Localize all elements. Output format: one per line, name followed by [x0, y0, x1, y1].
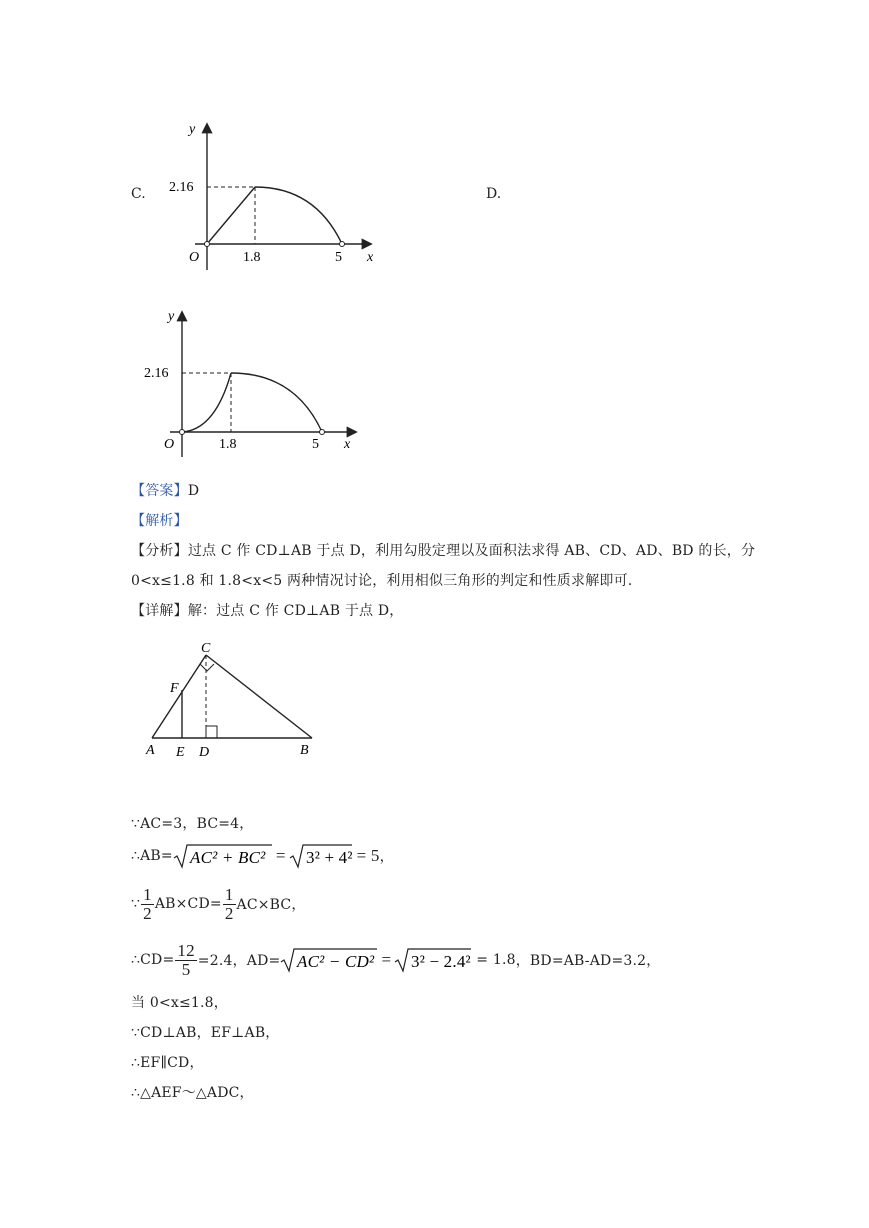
fenxi-tag: 【分析】	[131, 543, 188, 559]
step-3-prefix: ∵	[131, 896, 141, 912]
x-tick-2-label: 5	[312, 437, 319, 452]
answer-tag: 【答案】	[131, 483, 188, 499]
step-3-end: AC×BC，	[236, 897, 306, 913]
fraction-half-1	[141, 886, 154, 923]
xiangjie-line	[131, 600, 404, 620]
x-tick-2-label: 5	[335, 250, 342, 265]
fraction-den: 2	[224, 903, 234, 923]
side-ac	[152, 655, 206, 738]
origin-label: O	[189, 250, 200, 265]
origin-point	[180, 430, 185, 435]
right-angle-c	[200, 664, 214, 671]
step-2	[131, 840, 394, 872]
origin-point	[205, 242, 210, 247]
radical-1-content: AC² + BC²	[189, 848, 266, 867]
result-1-8: = 1.8	[476, 952, 516, 968]
fenxi-text-2: 0<x≤1.8 和 1.8<x<5 两种情况讨论，利用相似三角形的判定和性质求解即可.	[131, 573, 633, 589]
radical-1	[173, 842, 273, 870]
xiangjie-text: 解：过点 C 作 CD⊥AB 于点 D，	[187, 603, 404, 619]
fraction-half-2	[223, 886, 236, 923]
step-4-mid: =2.4，AD=	[197, 953, 281, 969]
option-d-label: D.	[486, 186, 502, 202]
origin-label: O	[164, 437, 175, 452]
option-c-graph	[165, 115, 385, 275]
x-axis-label: x	[367, 250, 374, 265]
y-tick-label: 2.16	[144, 366, 169, 381]
option-d-graph	[140, 305, 365, 460]
analysis-tag: 【解析】	[131, 513, 188, 529]
step-2-end: ，	[379, 849, 394, 865]
fraction-den: 5	[181, 959, 191, 979]
equals-1: =	[275, 846, 286, 865]
radical-3	[280, 946, 378, 974]
answer-line	[131, 480, 199, 500]
step-1: ∵AC=3，BC=4，	[131, 816, 254, 832]
point-e: E	[176, 745, 185, 760]
fraction-den: 2	[143, 903, 152, 923]
x-tick-1-label: 1.8	[243, 250, 261, 265]
triangle-figure	[140, 638, 325, 763]
radical-2	[289, 842, 353, 870]
linear-segment	[207, 187, 255, 244]
vertex-b: B	[300, 743, 309, 758]
y-axis-label: y	[168, 309, 175, 324]
radical-3-content: AC² − CD²	[297, 952, 375, 971]
radical-4-content: 3² − 2.4²	[411, 952, 472, 971]
x-tick-1-label: 1.8	[219, 437, 237, 452]
fraction-num: 12	[177, 940, 195, 960]
radical-4	[394, 946, 472, 974]
y-axis-label: y	[189, 122, 196, 137]
step-7: ∴EF∥CD，	[131, 1055, 204, 1071]
end-point	[320, 430, 325, 435]
side-bc	[206, 655, 312, 738]
radical-2-content: 3² + 4²	[305, 848, 353, 867]
parabolic-segment	[255, 187, 342, 244]
step-5: 当 0<x≤1.8，	[131, 995, 228, 1011]
result-5: = 5	[356, 846, 380, 865]
step-4-prefix: ∴CD=	[131, 952, 175, 968]
vertex-a: A	[146, 743, 155, 758]
end-point	[340, 242, 345, 247]
fenxi-line-1	[131, 540, 755, 560]
fraction-num: 1	[143, 884, 152, 904]
x-axis-label: x	[344, 437, 351, 452]
xiangjie-tag: 【详解】	[131, 603, 188, 619]
vertex-c: C	[201, 641, 211, 656]
parabolic-segment	[231, 373, 322, 432]
y-tick-label: 2.16	[169, 180, 194, 195]
step-8: ∴△AEF～△ADC，	[131, 1085, 254, 1101]
step-4-end: ，BD=AB-AD=3.2，	[515, 953, 661, 969]
step-3-mid: AB×CD=	[154, 896, 222, 912]
point-f: F	[170, 681, 179, 696]
step-2-prefix: ∴AB=	[131, 848, 173, 864]
step-3	[131, 884, 306, 924]
concave-up-segment	[182, 373, 231, 432]
step-6: ∵CD⊥AB，EF⊥AB，	[131, 1025, 280, 1041]
right-angle-d	[206, 726, 217, 738]
fraction-12-5	[175, 942, 196, 979]
point-d: D	[199, 745, 210, 760]
answer-value: D	[187, 483, 200, 499]
fenxi-text-1: 过点 C 作 CD⊥AB 于点 D，利用勾股定理以及面积法求得 AB、CD、AD、BD 的长，分	[187, 543, 756, 559]
option-c-label: C.	[131, 186, 146, 202]
equals-2: =	[381, 950, 392, 969]
step-4	[131, 938, 660, 982]
fraction-num: 1	[224, 884, 234, 904]
